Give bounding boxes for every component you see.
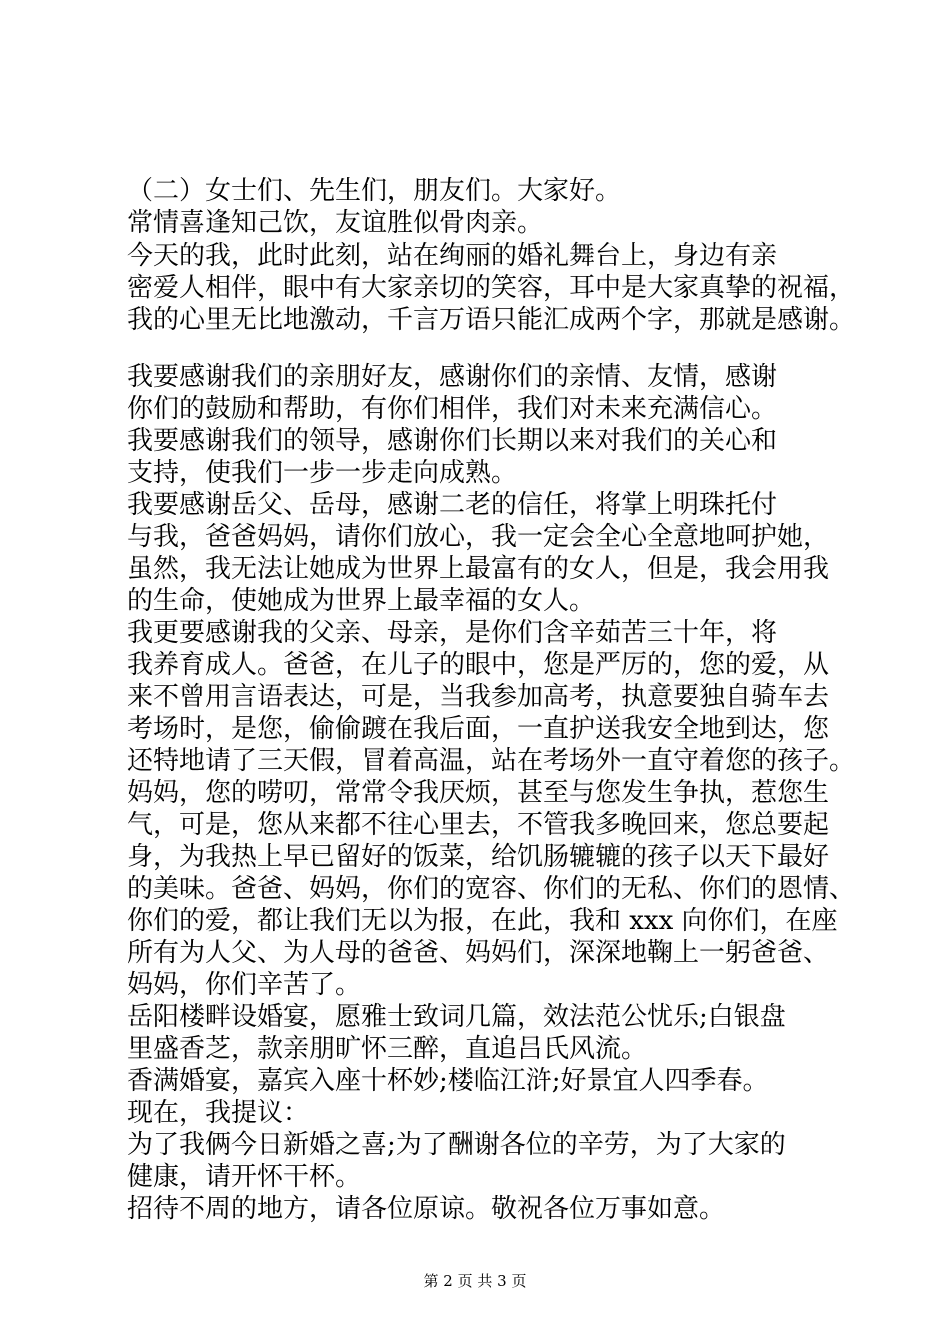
text-line: 所有为人父、为人母的爸爸、妈妈们，深深地鞠上一躬爸爸、: [127, 938, 830, 968]
text-line: 今天的我，此时此刻，站在绚丽的婚礼舞台上，身边有亲: [127, 241, 778, 271]
text-line: 香满婚宴，嘉宾入座十杯妙;楼临江浒;好景宜人四季春。: [127, 1066, 769, 1096]
text-line: 妈妈，你们辛苦了。: [127, 970, 362, 1000]
text-line: 妈妈，您的唠叨，常常令我厌烦，甚至与您发生争执，惹您生: [127, 778, 830, 808]
text-line: 我更要感谢我的父亲、母亲，是你们含辛茹苦三十年，将: [127, 618, 778, 648]
page-footer: 第 2 页 共 3 页: [423, 1272, 527, 1290]
text-line: 的生命，使她成为世界上最幸福的女人。: [127, 586, 596, 616]
text-line: 我的心里无比地激动，千言万语只能汇成两个字，那就是感谢。: [127, 305, 856, 335]
text-line: 与我，爸爸妈妈，请你们放心，我一定会全心全意地呵护她，: [127, 522, 830, 552]
text-line: 我要感谢我们的亲朋好友，感谢你们的亲情、友情，感谢: [127, 362, 778, 392]
text-line: 身，为我热上早已留好的饭菜，给饥肠辘辘的孩子以天下最好: [127, 842, 830, 872]
text-line: 的美味。爸爸、妈妈，你们的宽容、你们的无私、你们的恩情、: [127, 874, 856, 904]
text-line: 你们的鼓励和帮助，有你们相伴，我们对未来充满信心。: [127, 394, 778, 424]
text-line: 为了我俩今日新婚之喜;为了酬谢各位的辛劳，为了大家的: [127, 1130, 786, 1160]
text-line: 你们的爱，都让我们无以为报，在此，我和 xxx 向你们，在座: [127, 906, 838, 936]
text-line: 气，可是，您从来都不往心里去，不管我多晚回来，您总要起: [127, 810, 830, 840]
text-line: 还特地请了三天假，冒着高温，站在考场外一直守着您的孩子。: [127, 746, 856, 776]
text-line: 里盛香芝，款亲朋旷怀三醉，直追吕氏风流。: [127, 1034, 648, 1064]
text-line: 支持，使我们一步一步走向成熟。: [127, 458, 518, 488]
text-line: 我要感谢我们的领导，感谢你们长期以来对我们的关心和: [127, 426, 778, 456]
text-line: 现在，我提议：: [127, 1098, 310, 1128]
text-line: 健康，请开怀干杯。: [127, 1162, 362, 1192]
text-line: 岳阳楼畔设婚宴，愿雅士致词几篇，效法范公忧乐;白银盘: [127, 1002, 786, 1032]
text-line: 招待不周的地方，请各位原谅。敬祝各位万事如意。: [127, 1194, 726, 1224]
text-line: 密爱人相伴，眼中有大家亲切的笑容，耳中是大家真挚的祝福，: [127, 273, 856, 303]
text-line: 我养育成人。爸爸，在儿子的眼中，您是严厉的，您的爱，从: [127, 650, 830, 680]
text-line: 考场时，是您，偷偷踱在我后面，一直护送我安全地到达，您: [127, 714, 830, 744]
text-line: 常情喜逢知己饮，友谊胜似骨肉亲。: [127, 208, 544, 238]
text-line: 虽然，我无法让她成为世界上最富有的女人，但是，我会用我: [127, 554, 830, 584]
text-line: （二）女士们、先生们，朋友们。大家好。: [127, 176, 622, 206]
text-line: 我要感谢岳父、岳母，感谢二老的信任，将掌上明珠托付: [127, 490, 778, 520]
text-line: 来不曾用言语表达，可是，当我参加高考，执意要独自骑车去: [127, 682, 830, 712]
